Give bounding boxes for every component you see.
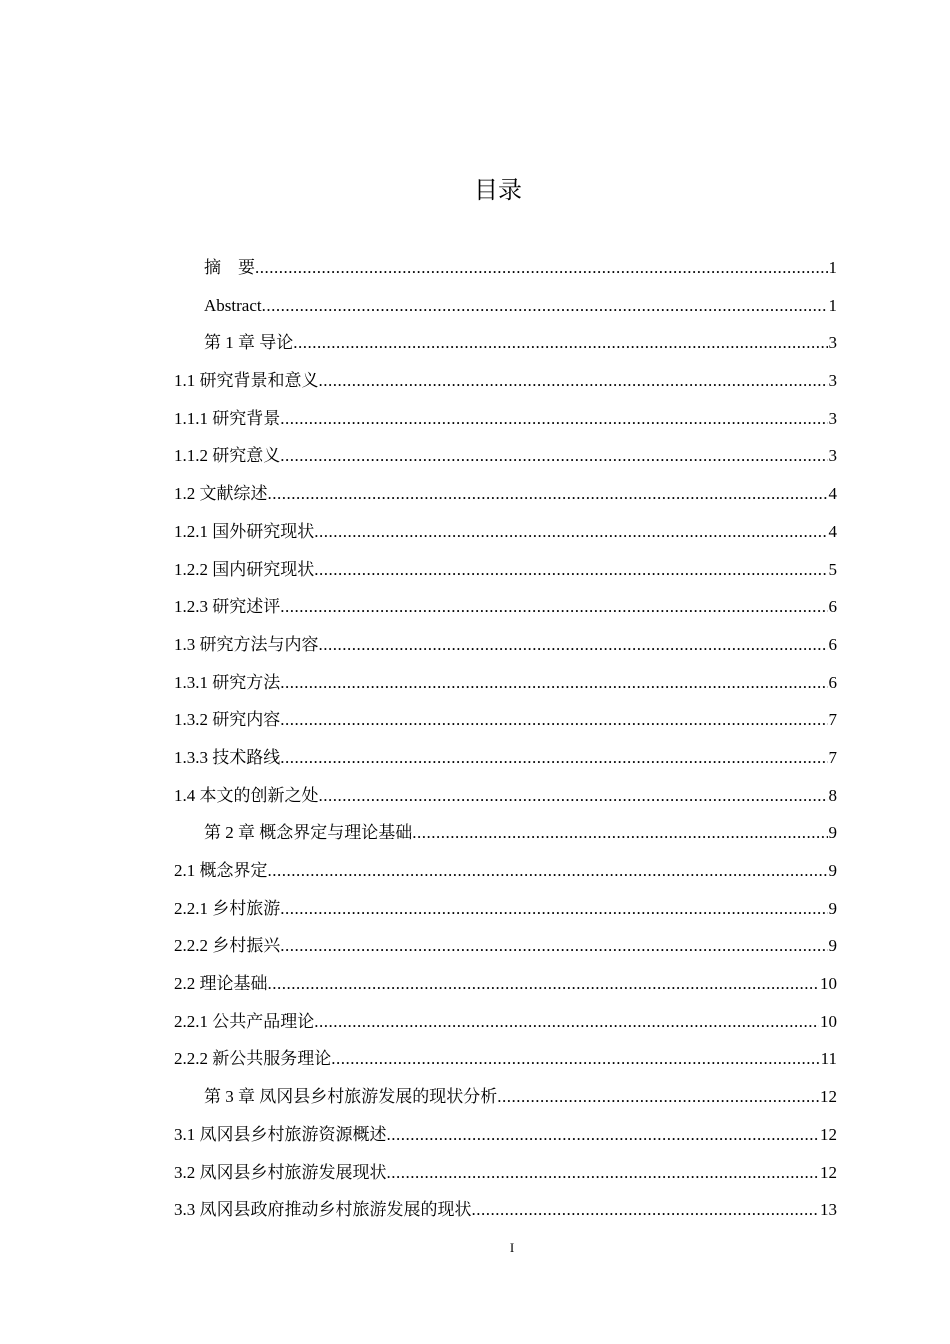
toc-dot-leader [497,1078,819,1116]
toc-dot-leader [280,400,827,438]
toc-entry[interactable] [174,626,837,664]
toc-entry[interactable] [174,513,837,551]
toc-entry-page: 10 [820,974,837,994]
toc-entry-page: 6 [828,672,837,692]
toc-entry-page: 9 [828,898,837,918]
toc-entry-label: 第 3 章 凤冈县乡村旅游发展的现状分析 [204,1087,498,1107]
table-of-contents [174,249,837,1229]
toc-entry-page: 9 [828,936,837,956]
toc-entry-page: 3 [828,371,837,391]
toc-dot-leader [280,927,827,965]
toc-entry-label: 3.1 凤冈县乡村旅游资源概述 [174,1124,387,1144]
toc-dot-leader [472,1191,820,1229]
toc-dot-leader [387,1154,820,1192]
page-number: I [509,1240,515,1255]
toc-entry-label: 2.1 概念界定 [174,861,268,880]
toc-entry-label: 3.3 凤冈县政府推动乡村旅游发展的现状 [174,1200,472,1220]
toc-entry[interactable] [174,324,837,362]
toc-dot-leader [314,513,827,551]
toc-dot-leader [331,1040,819,1078]
toc-entry-page: 3 [828,446,837,466]
toc-entry-page: 12 [820,1087,837,1107]
toc-entry-label: 2.2 理论基础 [174,974,268,994]
toc-dot-leader [280,701,827,739]
toc-entry-page: 6 [828,634,837,654]
toc-entry-page: 3 [828,333,837,353]
toc-entry-label: 1.1.1 研究背景 [174,408,281,428]
toc-entry[interactable] [174,1116,837,1154]
toc-entry-page: 3 [828,408,837,428]
toc-entry[interactable] [174,437,837,475]
toc-entry[interactable] [174,475,837,513]
toc-entry[interactable] [174,1040,837,1078]
toc-dot-leader [319,626,828,664]
toc-entry-page: 9 [828,861,837,880]
toc-entry-label: 1.3 研究方法与内容 [174,634,319,654]
toc-dot-leader [293,324,827,362]
toc-entry[interactable] [174,927,837,965]
toc-entry-page: 5 [828,559,837,579]
toc-entry[interactable] [174,1191,837,1229]
toc-entry[interactable] [174,551,837,589]
toc-entry-page: 7 [828,710,837,730]
toc-dot-leader [314,551,827,589]
toc-entry-label: 1.2.1 国外研究现状 [174,521,315,541]
toc-entry[interactable] [174,965,837,1003]
toc-entry-page: 9 [828,823,837,843]
toc-entry-label: Abstract [204,295,262,315]
toc-entry[interactable] [174,400,837,438]
toc-entry[interactable] [174,701,837,739]
toc-entry-page: 11 [820,1049,837,1069]
toc-dot-leader [280,588,827,626]
toc-entry-page: 10 [820,1011,837,1031]
toc-dot-leader [268,852,828,890]
toc-entry-page: 13 [820,1200,837,1220]
toc-entry-page: 6 [828,597,837,617]
toc-entry-label: 摘 要 [204,258,255,277]
toc-dot-leader [314,1003,819,1041]
toc-entry-label: 1.3.3 技术路线 [174,747,281,767]
toc-dot-leader [280,664,827,702]
toc-entry[interactable] [174,1154,837,1192]
toc-entry[interactable] [174,287,837,325]
toc-dot-leader [280,437,827,475]
toc-entry-label: 1.2 文献综述 [174,484,268,504]
toc-entry-page: 12 [820,1162,837,1182]
toc-entry[interactable] [174,777,837,815]
toc-entry-label: 2.2.2 乡村振兴 [174,936,281,956]
toc-entry-label: 第 1 章 导论 [204,333,294,353]
toc-entry-label: 2.2.1 公共产品理论 [174,1011,315,1031]
toc-entry-page: 7 [828,747,837,767]
toc-entry[interactable] [174,814,837,852]
toc-dot-leader [268,475,828,513]
toc-entry-label: 1.1 研究背景和意义 [174,371,319,391]
toc-dot-leader [280,890,827,928]
toc-dot-leader [255,249,828,287]
toc-entry[interactable] [174,890,837,928]
toc-dot-leader [319,362,828,400]
toc-entry-label: 1.3.2 研究内容 [174,710,281,730]
toc-entry-page: 12 [820,1124,837,1144]
toc-entry[interactable] [174,249,837,287]
toc-entry[interactable] [174,1078,837,1116]
toc-dot-leader [319,777,828,815]
toc-entry-page: 1 [828,258,837,277]
toc-entry-label: 1.3.1 研究方法 [174,672,281,692]
toc-entry[interactable] [174,739,837,777]
toc-dot-leader [268,965,820,1003]
toc-entry[interactable] [174,852,837,890]
toc-entry-label: 1.1.2 研究意义 [174,446,281,466]
toc-entry-label: 2.2.2 新公共服务理论 [174,1049,332,1069]
toc-entry-label: 2.2.1 乡村旅游 [174,898,281,918]
toc-entry[interactable] [174,362,837,400]
toc-entry-label: 3.2 凤冈县乡村旅游发展现状 [174,1162,387,1182]
toc-entry-label: 1.2.3 研究述评 [174,597,281,617]
toc-dot-leader [280,739,827,777]
toc-entry[interactable] [174,588,837,626]
toc-entry-label: 1.4 本文的创新之处 [174,785,319,805]
toc-entry-page: 4 [828,484,837,504]
toc-entry-page: 8 [828,785,837,805]
toc-entry[interactable] [174,1003,837,1041]
toc-dot-leader [387,1116,820,1154]
toc-dot-leader [412,814,827,852]
page-title: 目录 [474,176,522,204]
toc-entry-label: 1.2.2 国内研究现状 [174,559,315,579]
toc-entry-label: 第 2 章 概念界定与理论基础 [204,823,413,843]
toc-entry-page: 4 [828,521,837,541]
toc-dot-leader [262,287,828,325]
toc-entry[interactable] [174,664,837,702]
toc-entry-page: 1 [828,295,837,315]
